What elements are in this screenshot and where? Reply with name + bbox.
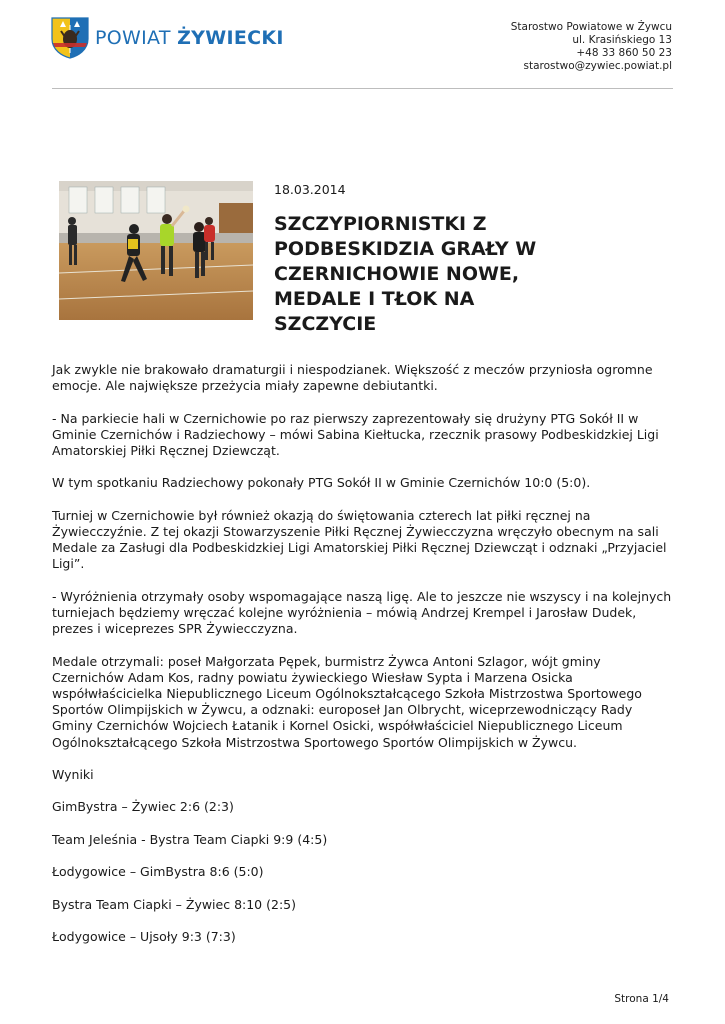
result-line: Łodygowice – GimBystra 8:6 (5:0) xyxy=(52,864,264,880)
result-line: Team Jeleśnia - Bystra Team Ciapki 9:9 (4:5) xyxy=(52,831,328,847)
results-heading: Wyniki xyxy=(52,766,94,782)
page-number: Strona 1/4 xyxy=(614,993,669,1005)
header-divider xyxy=(52,88,673,89)
logo-text xyxy=(95,27,284,49)
contact-email[interactable]: starostwo@zywiec.powiat.pl xyxy=(523,60,672,72)
result-line: Łodygowice – Ujsoły 9:3 (7:3) xyxy=(52,928,236,944)
article-photo xyxy=(59,181,253,320)
contact-block xyxy=(511,21,672,73)
paragraph: Turniej w Czernichowie był również okazją do świętowania czterech lat piłki ręcznej na Żywiecczyźnie. Z tej okazji Stowarzyszenie Piłki Ręcznej Żywiecczyzna wręczyło obecnym na sali Medale za Zasługi dla Podbeskidzkiej Ligi Amatorskiej Piłki Ręcznej Dziewcząt i odznaki „Przyjaciel Ligi”. xyxy=(52,507,667,572)
paragraph: Medale otrzymali: poseł Małgorzata Pępek, burmistrz Żywca Antoni Szlagor, wójt gminy Czernichów Adam Kos, radny powiatu żywieckiego Wiesław Sypta i Marzena Osicka współwłaścicielka Niepublicznego Liceum Ogólnokształcącego Szkoła Mistrzostwa Sportowego Sportów Olimpijskich w Żywcu, a odznaki: europoseł Jan Olbrycht, wiceprzewodniczący Rady Gminy Czernichów Wojciech Łatanik i Kornel Osicki, współwłaściciel Niepublicznego Liceum Ogólnokształcącego Szkoła Mistrzostwa Sportowego Sportów Olimpijskich w Żywcu. xyxy=(52,653,642,750)
logo-text-bold: ŻYWIECKI xyxy=(177,27,284,49)
contact-address: ul. Krasińskiego 13 xyxy=(572,34,672,46)
result-line: GimBystra – Żywiec 2:6 (2:3) xyxy=(52,799,234,815)
contact-office: Starostwo Powiatowe w Żywcu xyxy=(510,21,672,33)
result-line: Bystra Team Ciapki – Żywiec 8:10 (2:5) xyxy=(52,896,296,912)
paragraph: - Na parkiecie hali w Czernichowie po raz pierwszy zaprezentowały się drużyny PTG Sokół II w Gminie Czernichów i Radziechowy – mówi Sabina Kiełtucka, rzecznik prasowy Podbeskidzkiej Ligi Amatorskiej Piłki Ręcznej Dziewcząt. xyxy=(52,410,659,458)
contact-phone: +48 33 860 50 23 xyxy=(576,47,672,59)
paragraph: W tym spotkaniu Radziechowy pokonały PTG Sokół II w Gminie Czernichów 10:0 (5:0). xyxy=(52,475,591,491)
logo-text-regular: POWIAT xyxy=(95,27,178,49)
article-date: 18.03.2014 xyxy=(274,182,346,197)
logo[interactable] xyxy=(51,17,284,59)
coat-of-arms-icon xyxy=(51,17,89,59)
paragraph: Jak zwykle nie brakowało dramaturgii i niespodzianek. Większość z meczów przyniosła ogromne emocje. Ale największe przeżycia miały zapewne debiutantki. xyxy=(52,362,653,394)
article-title: SZCZYPIORNISTKI Z PODBESKIDZIA GRAŁY W CZERNICHOWIE NOWE, MEDALE I TŁOK NA SZCZYCIE xyxy=(274,213,537,335)
paragraph: - Wyróżnienia otrzymały osoby wspomagające naszą ligę. Ale to jeszcze nie wszyscy i na kolejnych turniejach będziemy wręczać kolejne wyróżnienia – mówią Andrzej Krempel i Jarosław Dudek, prezes i wiceprezes SPR Żywiecczyzna. xyxy=(52,588,672,637)
article-body xyxy=(52,362,674,961)
